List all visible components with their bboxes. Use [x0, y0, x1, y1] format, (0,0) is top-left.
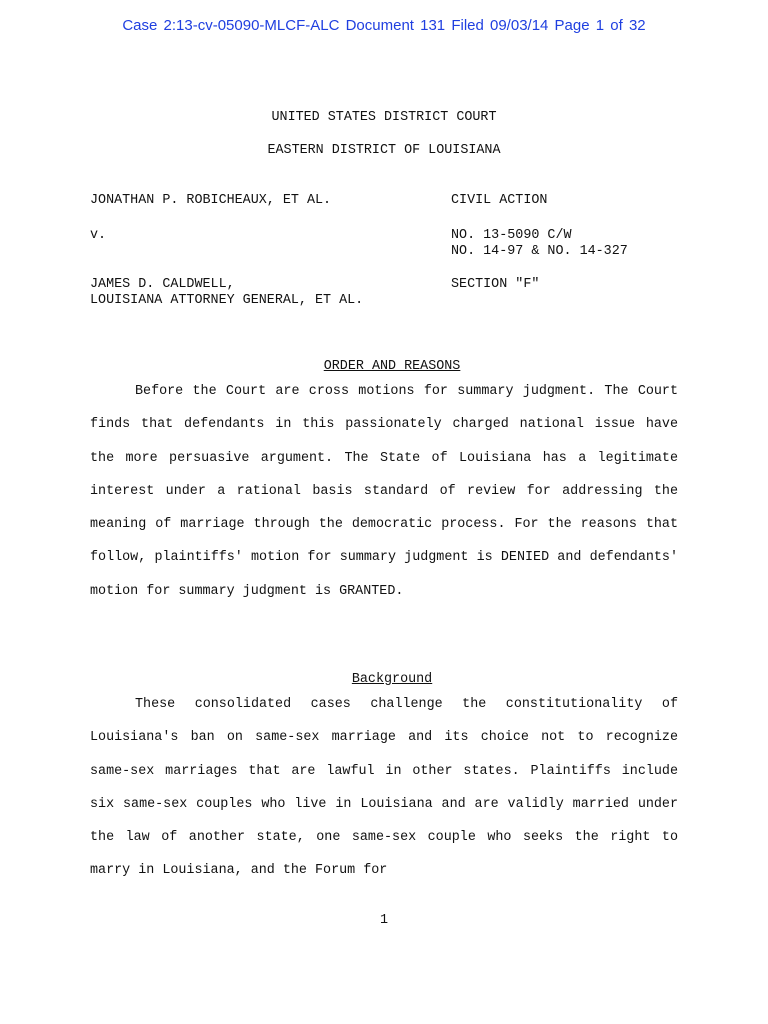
action-type: CIVIL ACTION — [451, 193, 548, 208]
plaintiff-name: JONATHAN P. ROBICHEAUX, ET AL. — [90, 193, 332, 208]
filing-header-stamp: Case 2:13-cv-05090-MLCF-ALC Document 131 Filed 09/03/14 Page 1 of 32 — [122, 17, 646, 34]
case-number-line-2: NO. 14-97 & NO. 14-327 — [451, 244, 628, 259]
paragraph-background: These consolidated cases challenge the constitutionality of Louisiana's ban on same-sex marriage and its choice not to recognize same-sex marriages that are lawful in other states. Plaintiffs include six same-sex couples who live in Louisiana and are validly married under the law of another state, one same-sex couple who seeks the right to marry in Louisiana, and the Forum for — [90, 697, 678, 879]
section-label: SECTION "F" — [451, 277, 540, 292]
court-district: EASTERN DISTRICT OF LOUISIANA — [267, 143, 501, 158]
court-name: UNITED STATES DISTRICT COURT — [271, 110, 497, 125]
page-number: 1 — [379, 913, 389, 928]
defendant-title: LOUISIANA ATTORNEY GENERAL, ET AL. — [90, 293, 364, 308]
versus-label: v. — [90, 228, 107, 243]
paragraph-intro: Before the Court are cross motions for summary judgment. The Court finds that defendants in this passionately charged national issue have the more persuasive argument. The State of Louisiana has a legitimate interest under a rational basis standard of review for addressing the meaning of marriage through the democratic process. For the reasons that follow, plaintiffs' motion for summary judgment is DENIED and defendants' motion for summary judgment is GRANTED. — [90, 384, 678, 599]
order-title — [0, 343, 768, 375]
background-heading — [0, 656, 768, 688]
case-number-line-1: NO. 13-5090 C/W — [451, 228, 572, 243]
background-heading-text: Background — [351, 672, 433, 687]
defendant-name: JAMES D. CALDWELL, — [90, 277, 235, 292]
order-title-text: ORDER AND REASONS — [323, 359, 461, 374]
